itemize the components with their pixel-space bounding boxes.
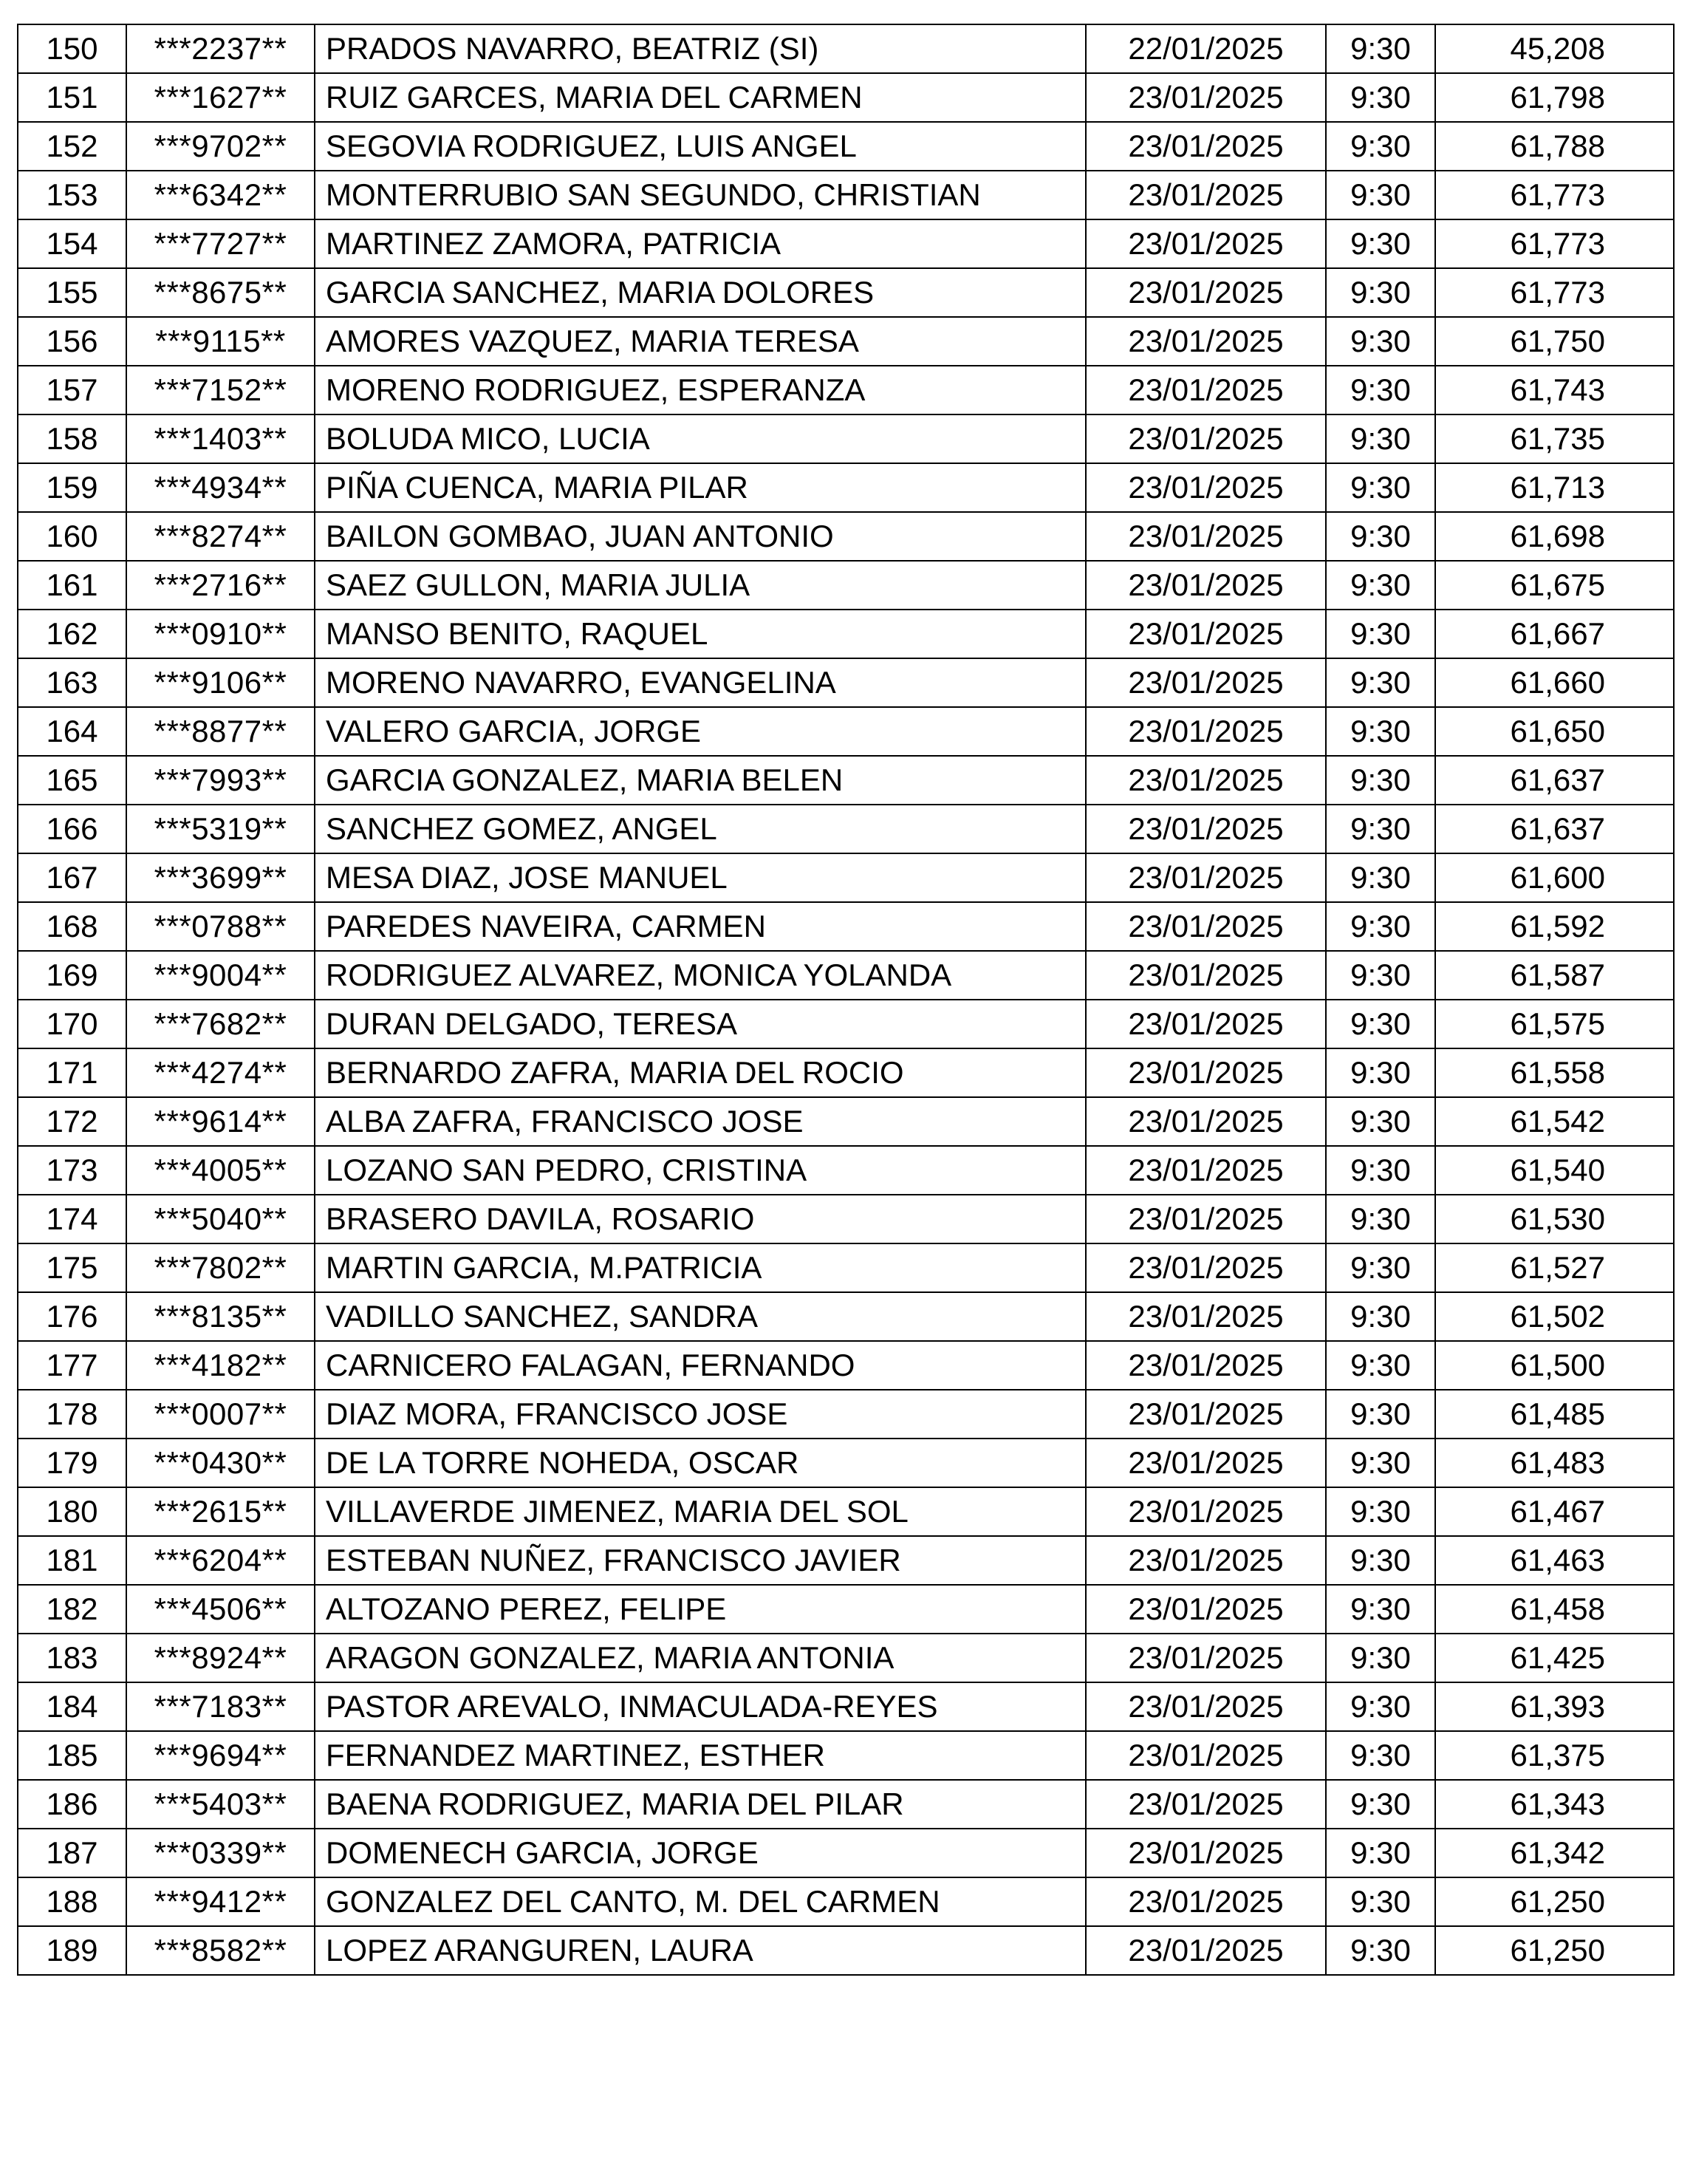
score-cell: 61,250: [1435, 1926, 1674, 1975]
masked-id-cell: ***9694**: [126, 1731, 315, 1780]
table-row: [18, 366, 1674, 414]
table-row: [18, 73, 1674, 122]
table-row: [18, 951, 1674, 1000]
full-name-cell: DOMENECH GARCIA, JORGE: [315, 1829, 1086, 1877]
date-cell: 23/01/2025: [1086, 1195, 1326, 1243]
table-row: [18, 1390, 1674, 1439]
masked-id-cell: ***8675**: [126, 268, 315, 317]
full-name-cell: VILLAVERDE JIMENEZ, MARIA DEL SOL: [315, 1487, 1086, 1536]
date-cell: 23/01/2025: [1086, 610, 1326, 658]
table-row: [18, 268, 1674, 317]
full-name-cell: LOZANO SAN PEDRO, CRISTINA: [315, 1146, 1086, 1195]
date-cell: 23/01/2025: [1086, 1634, 1326, 1682]
row-number-cell: 178: [18, 1390, 126, 1439]
row-number-cell: 176: [18, 1292, 126, 1341]
row-number-cell: 163: [18, 658, 126, 707]
masked-id-cell: ***7183**: [126, 1682, 315, 1731]
table-row: [18, 1926, 1674, 1975]
full-name-cell: MESA DIAZ, JOSE MANUEL: [315, 853, 1086, 902]
time-cell: 9:30: [1326, 902, 1435, 951]
date-cell: 23/01/2025: [1086, 219, 1326, 268]
time-cell: 9:30: [1326, 1048, 1435, 1097]
table-row: [18, 707, 1674, 756]
row-number-cell: 152: [18, 122, 126, 171]
full-name-cell: ESTEBAN NUÑEZ, FRANCISCO JAVIER: [315, 1536, 1086, 1585]
score-cell: 61,713: [1435, 463, 1674, 512]
time-cell: 9:30: [1326, 73, 1435, 122]
masked-id-cell: ***9115**: [126, 317, 315, 366]
table-row: [18, 122, 1674, 171]
time-cell: 9:30: [1326, 219, 1435, 268]
time-cell: 9:30: [1326, 1682, 1435, 1731]
date-cell: 23/01/2025: [1086, 1926, 1326, 1975]
masked-id-cell: ***2237**: [126, 24, 315, 73]
masked-id-cell: ***4274**: [126, 1048, 315, 1097]
table-row: [18, 1097, 1674, 1146]
row-number-cell: 186: [18, 1780, 126, 1829]
score-cell: 61,425: [1435, 1634, 1674, 1682]
date-cell: 23/01/2025: [1086, 1829, 1326, 1877]
date-cell: 23/01/2025: [1086, 1780, 1326, 1829]
masked-id-cell: ***5040**: [126, 1195, 315, 1243]
masked-id-cell: ***0430**: [126, 1439, 315, 1487]
score-cell: 61,575: [1435, 1000, 1674, 1048]
row-number-cell: 170: [18, 1000, 126, 1048]
date-cell: 23/01/2025: [1086, 756, 1326, 805]
score-cell: 61,698: [1435, 512, 1674, 561]
score-cell: 61,773: [1435, 268, 1674, 317]
results-table-body: [18, 24, 1674, 1975]
row-number-cell: 187: [18, 1829, 126, 1877]
date-cell: 23/01/2025: [1086, 1487, 1326, 1536]
date-cell: 23/01/2025: [1086, 366, 1326, 414]
date-cell: 23/01/2025: [1086, 1000, 1326, 1048]
full-name-cell: ARAGON GONZALEZ, MARIA ANTONIA: [315, 1634, 1086, 1682]
time-cell: 9:30: [1326, 805, 1435, 853]
time-cell: 9:30: [1326, 268, 1435, 317]
masked-id-cell: ***9106**: [126, 658, 315, 707]
time-cell: 9:30: [1326, 1536, 1435, 1585]
full-name-cell: BERNARDO ZAFRA, MARIA DEL ROCIO: [315, 1048, 1086, 1097]
full-name-cell: FERNANDEZ MARTINEZ, ESTHER: [315, 1731, 1086, 1780]
full-name-cell: GARCIA GONZALEZ, MARIA BELEN: [315, 756, 1086, 805]
masked-id-cell: ***9614**: [126, 1097, 315, 1146]
masked-id-cell: ***0910**: [126, 610, 315, 658]
time-cell: 9:30: [1326, 1146, 1435, 1195]
row-number-cell: 160: [18, 512, 126, 561]
full-name-cell: PAREDES NAVEIRA, CARMEN: [315, 902, 1086, 951]
time-cell: 9:30: [1326, 1195, 1435, 1243]
row-number-cell: 165: [18, 756, 126, 805]
time-cell: 9:30: [1326, 1243, 1435, 1292]
table-row: [18, 414, 1674, 463]
masked-id-cell: ***7152**: [126, 366, 315, 414]
full-name-cell: BAENA RODRIGUEZ, MARIA DEL PILAR: [315, 1780, 1086, 1829]
table-row: [18, 1243, 1674, 1292]
row-number-cell: 169: [18, 951, 126, 1000]
full-name-cell: CARNICERO FALAGAN, FERNANDO: [315, 1341, 1086, 1390]
time-cell: 9:30: [1326, 756, 1435, 805]
score-cell: 61,502: [1435, 1292, 1674, 1341]
masked-id-cell: ***7802**: [126, 1243, 315, 1292]
time-cell: 9:30: [1326, 1829, 1435, 1877]
time-cell: 9:30: [1326, 512, 1435, 561]
date-cell: 23/01/2025: [1086, 707, 1326, 756]
row-number-cell: 156: [18, 317, 126, 366]
full-name-cell: ALBA ZAFRA, FRANCISCO JOSE: [315, 1097, 1086, 1146]
time-cell: 9:30: [1326, 171, 1435, 219]
date-cell: 23/01/2025: [1086, 1682, 1326, 1731]
date-cell: 23/01/2025: [1086, 1877, 1326, 1926]
masked-id-cell: ***3699**: [126, 853, 315, 902]
masked-id-cell: ***1403**: [126, 414, 315, 463]
score-cell: 61,637: [1435, 805, 1674, 853]
masked-id-cell: ***0788**: [126, 902, 315, 951]
table-row: [18, 1877, 1674, 1926]
row-number-cell: 177: [18, 1341, 126, 1390]
time-cell: 9:30: [1326, 1877, 1435, 1926]
table-row: [18, 805, 1674, 853]
row-number-cell: 172: [18, 1097, 126, 1146]
score-cell: 61,660: [1435, 658, 1674, 707]
table-row: [18, 1000, 1674, 1048]
date-cell: 23/01/2025: [1086, 1243, 1326, 1292]
score-cell: 61,485: [1435, 1390, 1674, 1439]
table-row: [18, 1048, 1674, 1097]
score-cell: 61,735: [1435, 414, 1674, 463]
score-cell: 61,637: [1435, 756, 1674, 805]
full-name-cell: DURAN DELGADO, TERESA: [315, 1000, 1086, 1048]
score-cell: 61,743: [1435, 366, 1674, 414]
table-row: [18, 1634, 1674, 1682]
masked-id-cell: ***2615**: [126, 1487, 315, 1536]
row-number-cell: 183: [18, 1634, 126, 1682]
date-cell: 23/01/2025: [1086, 1048, 1326, 1097]
score-cell: 61,650: [1435, 707, 1674, 756]
date-cell: 23/01/2025: [1086, 1341, 1326, 1390]
full-name-cell: SEGOVIA RODRIGUEZ, LUIS ANGEL: [315, 122, 1086, 171]
full-name-cell: PRADOS NAVARRO, BEATRIZ (SI): [315, 24, 1086, 73]
masked-id-cell: ***9412**: [126, 1877, 315, 1926]
score-cell: 61,375: [1435, 1731, 1674, 1780]
full-name-cell: PASTOR AREVALO, INMACULADA-REYES: [315, 1682, 1086, 1731]
row-number-cell: 167: [18, 853, 126, 902]
score-cell: 61,592: [1435, 902, 1674, 951]
row-number-cell: 157: [18, 366, 126, 414]
score-cell: 61,542: [1435, 1097, 1674, 1146]
table-row: [18, 512, 1674, 561]
row-number-cell: 154: [18, 219, 126, 268]
results-table: [17, 24, 1675, 1976]
score-cell: 61,342: [1435, 1829, 1674, 1877]
full-name-cell: MARTIN GARCIA, M.PATRICIA: [315, 1243, 1086, 1292]
table-row: [18, 1536, 1674, 1585]
score-cell: 61,540: [1435, 1146, 1674, 1195]
row-number-cell: 168: [18, 902, 126, 951]
date-cell: 23/01/2025: [1086, 853, 1326, 902]
date-cell: 23/01/2025: [1086, 317, 1326, 366]
full-name-cell: VALERO GARCIA, JORGE: [315, 707, 1086, 756]
table-row: [18, 1682, 1674, 1731]
date-cell: 23/01/2025: [1086, 171, 1326, 219]
masked-id-cell: ***0339**: [126, 1829, 315, 1877]
row-number-cell: 158: [18, 414, 126, 463]
table-row: [18, 463, 1674, 512]
table-row: [18, 902, 1674, 951]
score-cell: 61,600: [1435, 853, 1674, 902]
row-number-cell: 166: [18, 805, 126, 853]
time-cell: 9:30: [1326, 1585, 1435, 1634]
full-name-cell: LOPEZ ARANGUREN, LAURA: [315, 1926, 1086, 1975]
score-cell: 61,558: [1435, 1048, 1674, 1097]
row-number-cell: 162: [18, 610, 126, 658]
table-row: [18, 171, 1674, 219]
table-row: [18, 853, 1674, 902]
table-row: [18, 1439, 1674, 1487]
date-cell: 23/01/2025: [1086, 1439, 1326, 1487]
time-cell: 9:30: [1326, 24, 1435, 73]
masked-id-cell: ***9702**: [126, 122, 315, 171]
masked-id-cell: ***7682**: [126, 1000, 315, 1048]
time-cell: 9:30: [1326, 122, 1435, 171]
masked-id-cell: ***5319**: [126, 805, 315, 853]
full-name-cell: GARCIA SANCHEZ, MARIA DOLORES: [315, 268, 1086, 317]
table-row: [18, 219, 1674, 268]
full-name-cell: VADILLO SANCHEZ, SANDRA: [315, 1292, 1086, 1341]
time-cell: 9:30: [1326, 707, 1435, 756]
masked-id-cell: ***4182**: [126, 1341, 315, 1390]
date-cell: 23/01/2025: [1086, 1731, 1326, 1780]
full-name-cell: RUIZ GARCES, MARIA DEL CARMEN: [315, 73, 1086, 122]
row-number-cell: 150: [18, 24, 126, 73]
row-number-cell: 189: [18, 1926, 126, 1975]
score-cell: 61,750: [1435, 317, 1674, 366]
score-cell: 61,798: [1435, 73, 1674, 122]
date-cell: 23/01/2025: [1086, 1292, 1326, 1341]
date-cell: 23/01/2025: [1086, 951, 1326, 1000]
time-cell: 9:30: [1326, 1292, 1435, 1341]
score-cell: 61,467: [1435, 1487, 1674, 1536]
row-number-cell: 153: [18, 171, 126, 219]
masked-id-cell: ***6204**: [126, 1536, 315, 1585]
date-cell: 23/01/2025: [1086, 1390, 1326, 1439]
full-name-cell: GONZALEZ DEL CANTO, M. DEL CARMEN: [315, 1877, 1086, 1926]
full-name-cell: MORENO RODRIGUEZ, ESPERANZA: [315, 366, 1086, 414]
full-name-cell: MANSO BENITO, RAQUEL: [315, 610, 1086, 658]
table-row: [18, 658, 1674, 707]
row-number-cell: 173: [18, 1146, 126, 1195]
score-cell: 61,773: [1435, 219, 1674, 268]
full-name-cell: SANCHEZ GOMEZ, ANGEL: [315, 805, 1086, 853]
full-name-cell: MONTERRUBIO SAN SEGUNDO, CHRISTIAN: [315, 171, 1086, 219]
full-name-cell: SAEZ GULLON, MARIA JULIA: [315, 561, 1086, 610]
full-name-cell: MORENO NAVARRO, EVANGELINA: [315, 658, 1086, 707]
score-cell: 45,208: [1435, 24, 1674, 73]
time-cell: 9:30: [1326, 463, 1435, 512]
masked-id-cell: ***9004**: [126, 951, 315, 1000]
date-cell: 23/01/2025: [1086, 512, 1326, 561]
table-row: [18, 756, 1674, 805]
score-cell: 61,788: [1435, 122, 1674, 171]
row-number-cell: 171: [18, 1048, 126, 1097]
row-number-cell: 161: [18, 561, 126, 610]
full-name-cell: BAILON GOMBAO, JUAN ANTONIO: [315, 512, 1086, 561]
date-cell: 23/01/2025: [1086, 268, 1326, 317]
date-cell: 23/01/2025: [1086, 805, 1326, 853]
full-name-cell: ALTOZANO PEREZ, FELIPE: [315, 1585, 1086, 1634]
table-row: [18, 1487, 1674, 1536]
score-cell: 61,463: [1435, 1536, 1674, 1585]
masked-id-cell: ***0007**: [126, 1390, 315, 1439]
time-cell: 9:30: [1326, 414, 1435, 463]
masked-id-cell: ***1627**: [126, 73, 315, 122]
table-row: [18, 1146, 1674, 1195]
table-row: [18, 1780, 1674, 1829]
date-cell: 23/01/2025: [1086, 122, 1326, 171]
time-cell: 9:30: [1326, 853, 1435, 902]
row-number-cell: 184: [18, 1682, 126, 1731]
date-cell: 23/01/2025: [1086, 73, 1326, 122]
time-cell: 9:30: [1326, 1926, 1435, 1975]
full-name-cell: BOLUDA MICO, LUCIA: [315, 414, 1086, 463]
date-cell: 23/01/2025: [1086, 902, 1326, 951]
time-cell: 9:30: [1326, 658, 1435, 707]
full-name-cell: DE LA TORRE NOHEDA, OSCAR: [315, 1439, 1086, 1487]
masked-id-cell: ***5403**: [126, 1780, 315, 1829]
time-cell: 9:30: [1326, 1341, 1435, 1390]
time-cell: 9:30: [1326, 1390, 1435, 1439]
row-number-cell: 175: [18, 1243, 126, 1292]
table-row: [18, 1292, 1674, 1341]
date-cell: 23/01/2025: [1086, 1097, 1326, 1146]
full-name-cell: DIAZ MORA, FRANCISCO JOSE: [315, 1390, 1086, 1439]
score-cell: 61,667: [1435, 610, 1674, 658]
row-number-cell: 180: [18, 1487, 126, 1536]
score-cell: 61,530: [1435, 1195, 1674, 1243]
row-number-cell: 182: [18, 1585, 126, 1634]
row-number-cell: 159: [18, 463, 126, 512]
score-cell: 61,675: [1435, 561, 1674, 610]
row-number-cell: 164: [18, 707, 126, 756]
masked-id-cell: ***8924**: [126, 1634, 315, 1682]
masked-id-cell: ***4005**: [126, 1146, 315, 1195]
full-name-cell: RODRIGUEZ ALVAREZ, MONICA YOLANDA: [315, 951, 1086, 1000]
table-row: [18, 1341, 1674, 1390]
table-row: [18, 1731, 1674, 1780]
time-cell: 9:30: [1326, 317, 1435, 366]
masked-id-cell: ***8274**: [126, 512, 315, 561]
row-number-cell: 179: [18, 1439, 126, 1487]
date-cell: 23/01/2025: [1086, 1536, 1326, 1585]
full-name-cell: BRASERO DAVILA, ROSARIO: [315, 1195, 1086, 1243]
masked-id-cell: ***8582**: [126, 1926, 315, 1975]
time-cell: 9:30: [1326, 1634, 1435, 1682]
score-cell: 61,527: [1435, 1243, 1674, 1292]
full-name-cell: AMORES VAZQUEZ, MARIA TERESA: [315, 317, 1086, 366]
time-cell: 9:30: [1326, 1097, 1435, 1146]
row-number-cell: 174: [18, 1195, 126, 1243]
time-cell: 9:30: [1326, 561, 1435, 610]
score-cell: 61,773: [1435, 171, 1674, 219]
table-row: [18, 24, 1674, 73]
row-number-cell: 181: [18, 1536, 126, 1585]
score-cell: 61,483: [1435, 1439, 1674, 1487]
date-cell: 23/01/2025: [1086, 463, 1326, 512]
table-row: [18, 1195, 1674, 1243]
score-cell: 61,343: [1435, 1780, 1674, 1829]
full-name-cell: MARTINEZ ZAMORA, PATRICIA: [315, 219, 1086, 268]
table-row: [18, 317, 1674, 366]
score-cell: 61,587: [1435, 951, 1674, 1000]
masked-id-cell: ***6342**: [126, 171, 315, 219]
row-number-cell: 188: [18, 1877, 126, 1926]
masked-id-cell: ***7993**: [126, 756, 315, 805]
score-cell: 61,250: [1435, 1877, 1674, 1926]
date-cell: 23/01/2025: [1086, 658, 1326, 707]
table-row: [18, 610, 1674, 658]
score-cell: 61,393: [1435, 1682, 1674, 1731]
time-cell: 9:30: [1326, 610, 1435, 658]
full-name-cell: PIÑA CUENCA, MARIA PILAR: [315, 463, 1086, 512]
date-cell: 23/01/2025: [1086, 561, 1326, 610]
table-row: [18, 1829, 1674, 1877]
masked-id-cell: ***4934**: [126, 463, 315, 512]
table-row: [18, 561, 1674, 610]
date-cell: 23/01/2025: [1086, 1146, 1326, 1195]
row-number-cell: 151: [18, 73, 126, 122]
date-cell: 23/01/2025: [1086, 1585, 1326, 1634]
score-cell: 61,500: [1435, 1341, 1674, 1390]
row-number-cell: 185: [18, 1731, 126, 1780]
masked-id-cell: ***7727**: [126, 219, 315, 268]
masked-id-cell: ***4506**: [126, 1585, 315, 1634]
date-cell: 23/01/2025: [1086, 414, 1326, 463]
time-cell: 9:30: [1326, 951, 1435, 1000]
row-number-cell: 155: [18, 268, 126, 317]
masked-id-cell: ***8135**: [126, 1292, 315, 1341]
masked-id-cell: ***8877**: [126, 707, 315, 756]
time-cell: 9:30: [1326, 1000, 1435, 1048]
score-cell: 61,458: [1435, 1585, 1674, 1634]
time-cell: 9:30: [1326, 1731, 1435, 1780]
time-cell: 9:30: [1326, 1780, 1435, 1829]
time-cell: 9:30: [1326, 366, 1435, 414]
date-cell: 22/01/2025: [1086, 24, 1326, 73]
masked-id-cell: ***2716**: [126, 561, 315, 610]
table-row: [18, 1585, 1674, 1634]
time-cell: 9:30: [1326, 1439, 1435, 1487]
time-cell: 9:30: [1326, 1487, 1435, 1536]
